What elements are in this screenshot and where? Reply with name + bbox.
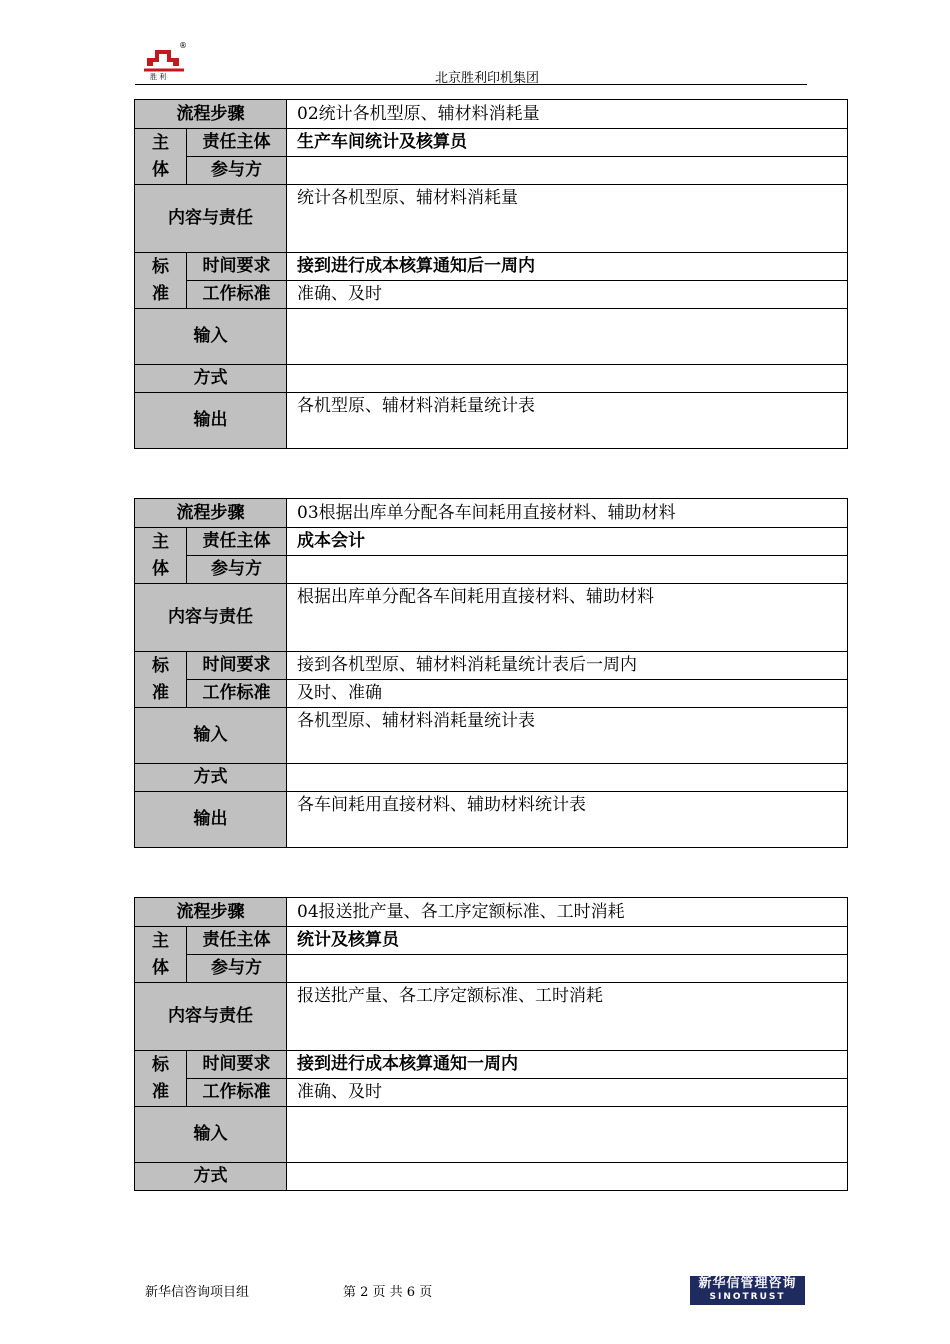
- participant-label: 参与方: [187, 955, 287, 983]
- method-value: [287, 1163, 848, 1191]
- input-value: 各机型原、辅材料消耗量统计表: [287, 708, 848, 764]
- input-label: 输入: [135, 309, 287, 365]
- page-header: [135, 40, 807, 85]
- subject-label: 主 体: [135, 528, 187, 584]
- step-label: 流程步骤: [135, 499, 287, 528]
- method-value: [287, 764, 848, 792]
- time-req-value: 接到各机型原、辅材料消耗量统计表后一周内: [287, 652, 848, 680]
- svg-text:®: ®: [179, 41, 187, 50]
- work-std-label: 工作标准: [187, 281, 287, 309]
- content-label: 内容与责任: [135, 185, 287, 253]
- step-value: 02统计各机型原、辅材料消耗量: [287, 100, 848, 129]
- process-table-03: [134, 498, 848, 848]
- time-req-label: 时间要求: [187, 253, 287, 281]
- work-std-label: 工作标准: [187, 680, 287, 708]
- responsible-value: 成本会计: [287, 528, 848, 556]
- participant-label: 参与方: [187, 157, 287, 185]
- method-value: [287, 365, 848, 393]
- shengli-logo: [141, 40, 187, 82]
- work-std-value: 准确、及时: [287, 281, 848, 309]
- method-label: 方式: [135, 764, 287, 792]
- responsible-value: 统计及核算员: [287, 927, 848, 955]
- work-std-label: 工作标准: [187, 1079, 287, 1107]
- sinotrust-logo: [690, 1276, 805, 1305]
- output-value: 各车间耗用直接材料、辅助材料统计表: [287, 792, 848, 848]
- standard-label: 标 准: [135, 1051, 187, 1107]
- time-req-value: 接到进行成本核算通知后一周内: [287, 253, 848, 281]
- footer-group: 新华信咨询项目组: [145, 1285, 250, 1300]
- svg-text:胜 利: 胜 利: [150, 73, 167, 81]
- work-std-value: 准确、及时: [287, 1079, 848, 1107]
- input-value: [287, 309, 848, 365]
- process-table-04: [134, 897, 848, 1191]
- company-name: 北京胜利印机集团: [435, 71, 540, 86]
- output-value: 各机型原、辅材料消耗量统计表: [287, 393, 848, 449]
- standard-label: 标 准: [135, 253, 187, 309]
- step-label: 流程步骤: [135, 898, 287, 927]
- step-value: 04报送批产量、各工序定额标准、工时消耗: [287, 898, 848, 927]
- step-value: 03根据出库单分配各车间耗用直接材料、辅助材料: [287, 499, 848, 528]
- input-label: 输入: [135, 1107, 287, 1163]
- page-number: 第 2 页 共 6 页: [343, 1285, 433, 1300]
- method-label: 方式: [135, 1163, 287, 1191]
- output-label: 输出: [135, 792, 287, 848]
- participant-value: [287, 955, 848, 983]
- input-value: [287, 1107, 848, 1163]
- work-std-value: 及时、准确: [287, 680, 848, 708]
- responsible-value: 生产车间统计及核算员: [287, 129, 848, 157]
- content-value: 报送批产量、各工序定额标准、工时消耗: [287, 983, 848, 1051]
- brand-en: SINOTRUST: [709, 1292, 786, 1302]
- step-label: 流程步骤: [135, 100, 287, 129]
- responsible-label: 责任主体: [187, 129, 287, 157]
- responsible-label: 责任主体: [187, 927, 287, 955]
- process-table-02: [134, 99, 848, 449]
- input-label: 输入: [135, 708, 287, 764]
- content-value: 根据出库单分配各车间耗用直接材料、辅助材料: [287, 584, 848, 652]
- method-label: 方式: [135, 365, 287, 393]
- standard-label: 标 准: [135, 652, 187, 708]
- content-value: 统计各机型原、辅材料消耗量: [287, 185, 848, 253]
- content-label: 内容与责任: [135, 584, 287, 652]
- time-req-label: 时间要求: [187, 1051, 287, 1079]
- subject-label: 主 体: [135, 927, 187, 983]
- subject-label: 主 体: [135, 129, 187, 185]
- time-req-label: 时间要求: [187, 652, 287, 680]
- participant-label: 参与方: [187, 556, 287, 584]
- time-req-value: 接到进行成本核算通知一周内: [287, 1051, 848, 1079]
- participant-value: [287, 157, 848, 185]
- responsible-label: 责任主体: [187, 528, 287, 556]
- content-label: 内容与责任: [135, 983, 287, 1051]
- output-label: 输出: [135, 393, 287, 449]
- brand-cn: 新华信管理咨询: [698, 1276, 797, 1291]
- participant-value: [287, 556, 848, 584]
